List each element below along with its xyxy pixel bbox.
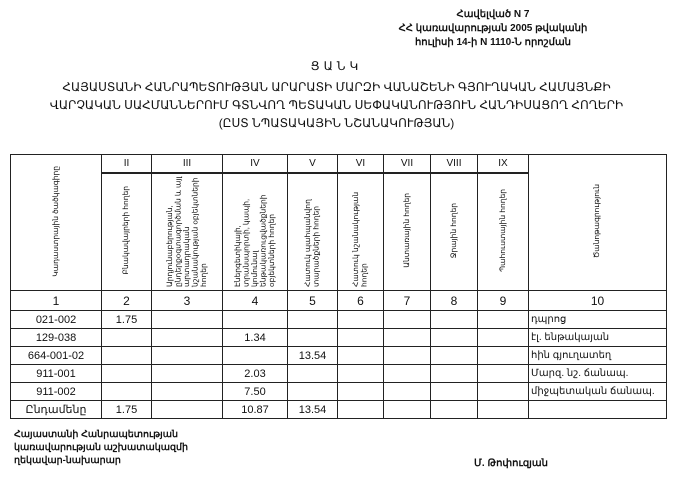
annex-reference	[393, 8, 593, 50]
area-cell	[152, 401, 223, 419]
note-cell: դպրոց	[529, 311, 667, 329]
table-row	[11, 347, 667, 365]
area-cell	[152, 329, 223, 347]
title-line: ՎԱՐՉԱԿԱՆ ՍԱՀՄԱՆՆԵՐՈՒՄ ԳՏՆՎՈՂ ՊԵՏԱԿԱՆ ՍԵՓԱԿԱՆՈՒԹՅՈՒՆ ՀԱՆԴԻՍԱՑՈՂ ՀՈՂԵՐԻ	[49, 98, 624, 112]
area-cell	[338, 401, 384, 419]
document-heading: ՑԱՆԿ	[310, 59, 363, 73]
header-text: Պահուստային հողեր	[497, 189, 507, 272]
area-cell	[338, 383, 384, 401]
cadastral-code-cell: 021-002	[11, 311, 102, 329]
header-text: Բնակավայրերի հողեր	[121, 186, 131, 275]
cadastral-code-cell: 129-038	[11, 329, 102, 347]
area-cell	[152, 347, 223, 365]
area-cell	[431, 401, 478, 419]
note-cell: հին գյուղատեղ	[529, 347, 667, 365]
signatory-name: Մ. Թոփուզյան	[474, 458, 548, 469]
roman-cell: II	[102, 155, 152, 174]
header-cell	[431, 173, 478, 291]
header-cell	[288, 173, 338, 291]
table-row	[11, 329, 667, 347]
document-title	[0, 78, 673, 132]
annex-line: Հավելված N 7	[456, 9, 530, 20]
table-row	[11, 365, 667, 383]
area-cell	[152, 311, 223, 329]
area-cell	[478, 311, 529, 329]
area-cell	[431, 311, 478, 329]
area-cell	[478, 347, 529, 365]
area-cell: 1.75	[102, 401, 152, 419]
area-cell	[102, 365, 152, 383]
signatory-title	[14, 428, 188, 467]
area-cell	[288, 383, 338, 401]
area-cell	[431, 365, 478, 383]
signatory-line: Հայաստանի Հանրապետության	[14, 429, 178, 440]
column-number-cell: 8	[431, 291, 478, 311]
title-line: (ԸՍՏ ՆՊԱՏԱԿԱՅԻՆ ՆՇԱՆԱԿՈՒԹՅԱՆ)	[218, 116, 455, 130]
cadastral-code-cell: 664-001-02	[11, 347, 102, 365]
annex-line: ՀՀ կառավարության 2005 թվականի	[398, 23, 588, 34]
cadastral-code-cell: 911-001	[11, 365, 102, 383]
area-cell	[431, 383, 478, 401]
header-text: Կադաստրային ծածկագիրը	[50, 165, 60, 277]
area-cell	[384, 383, 431, 401]
signatory-line: կառավարության աշխատակազմի	[14, 442, 189, 453]
area-cell	[223, 311, 288, 329]
column-number-cell: 4	[223, 291, 288, 311]
header-text: Հատուկ պահպանվող տարածքների հողեր	[303, 198, 321, 287]
roman-cell: VI	[338, 155, 384, 174]
area-cell	[338, 347, 384, 365]
header-cell	[102, 173, 152, 291]
header-cell	[384, 173, 431, 291]
area-cell	[478, 329, 529, 347]
area-cell	[384, 347, 431, 365]
area-cell	[102, 329, 152, 347]
column-number-cell: 2	[102, 291, 152, 311]
column-number-cell: 9	[478, 291, 529, 311]
area-cell	[288, 311, 338, 329]
area-cell	[288, 329, 338, 347]
roman-cell: V	[288, 155, 338, 174]
area-cell	[478, 401, 529, 419]
note-cell: էլ. ենթակայան	[529, 329, 667, 347]
column-number-cell: 3	[152, 291, 223, 311]
table-row	[11, 383, 667, 401]
title-line: ՀԱՅԱՍՏԱՆԻ ՀԱՆՐԱՊԵՏՈՒԹՅԱՆ ԱՐԱՐԱՏԻ ՄԱՐԶԻ ՎԱՆԱՇԵՆԻ ԳՅՈՒՂԱԿԱՆ ՀԱՄԱՅՆՔԻ	[62, 80, 611, 94]
area-cell	[152, 365, 223, 383]
area-cell	[288, 365, 338, 383]
area-cell	[338, 365, 384, 383]
column-number-row	[11, 291, 667, 311]
note-cell	[529, 401, 667, 419]
column-number-cell: 10	[529, 291, 667, 311]
area-cell: 13.54	[288, 347, 338, 365]
roman-cell: VII	[384, 155, 431, 174]
area-cell	[384, 365, 431, 383]
header-text: Ջրային հողեր	[448, 202, 458, 259]
area-cell: 2.03	[223, 365, 288, 383]
roman-cell: VIII	[431, 155, 478, 174]
cadastral-code-cell: Ընդամենը	[11, 401, 102, 419]
header-cell	[529, 155, 667, 291]
table-row	[11, 311, 667, 329]
header-text: Արդյունաբերության, ընդերքօգտագործման և այլ արտադրական նշանակության օբյեկտների հողեր	[164, 176, 208, 287]
header-cell	[478, 173, 529, 291]
area-cell	[384, 329, 431, 347]
note-cell: Մարզ. նշ. ճանապ.	[529, 365, 667, 383]
roman-cell: III	[152, 155, 223, 174]
area-cell	[102, 347, 152, 365]
header-cell	[223, 173, 288, 291]
land-list-table	[10, 154, 667, 419]
column-number-cell: 5	[288, 291, 338, 311]
column-number-cell: 7	[384, 291, 431, 311]
area-cell	[338, 311, 384, 329]
area-cell: 7.50	[223, 383, 288, 401]
area-cell	[431, 347, 478, 365]
annex-line: հուլիսի 14-ի N 1110-Ն որոշման	[414, 37, 572, 48]
roman-row	[11, 155, 667, 174]
header-text: Հատուկ նշանակության հողեր	[351, 191, 369, 287]
area-cell	[102, 383, 152, 401]
area-cell	[384, 401, 431, 419]
area-cell: 1.75	[102, 311, 152, 329]
area-cell: 13.54	[288, 401, 338, 419]
area-cell	[223, 347, 288, 365]
header-text: Էներգետիկայի, տրանսպորտի, կապի, կոմունալ ենթակառուցվածքների օբյեկտների հողեր	[232, 193, 276, 287]
column-number-cell: 1	[11, 291, 102, 311]
area-cell	[431, 329, 478, 347]
column-number-cell: 6	[338, 291, 384, 311]
note-cell: միջպետական ճանապ.	[529, 383, 667, 401]
header-text: Անտառային հողեր	[401, 193, 411, 268]
area-cell	[478, 365, 529, 383]
header-cell	[338, 173, 384, 291]
area-cell	[338, 329, 384, 347]
area-cell	[152, 383, 223, 401]
header-cell	[11, 155, 102, 291]
roman-cell: IX	[478, 155, 529, 174]
signatory-line: ղեկավար-նախարար	[14, 455, 121, 466]
area-cell: 10.87	[223, 401, 288, 419]
header-cell	[152, 173, 223, 291]
cadastral-code-cell: 911-002	[11, 383, 102, 401]
area-cell	[478, 383, 529, 401]
total-row	[11, 401, 667, 419]
roman-cell: IV	[223, 155, 288, 174]
area-cell	[384, 311, 431, 329]
header-text: Ծանոթագրություն	[592, 183, 602, 259]
area-cell: 1.34	[223, 329, 288, 347]
